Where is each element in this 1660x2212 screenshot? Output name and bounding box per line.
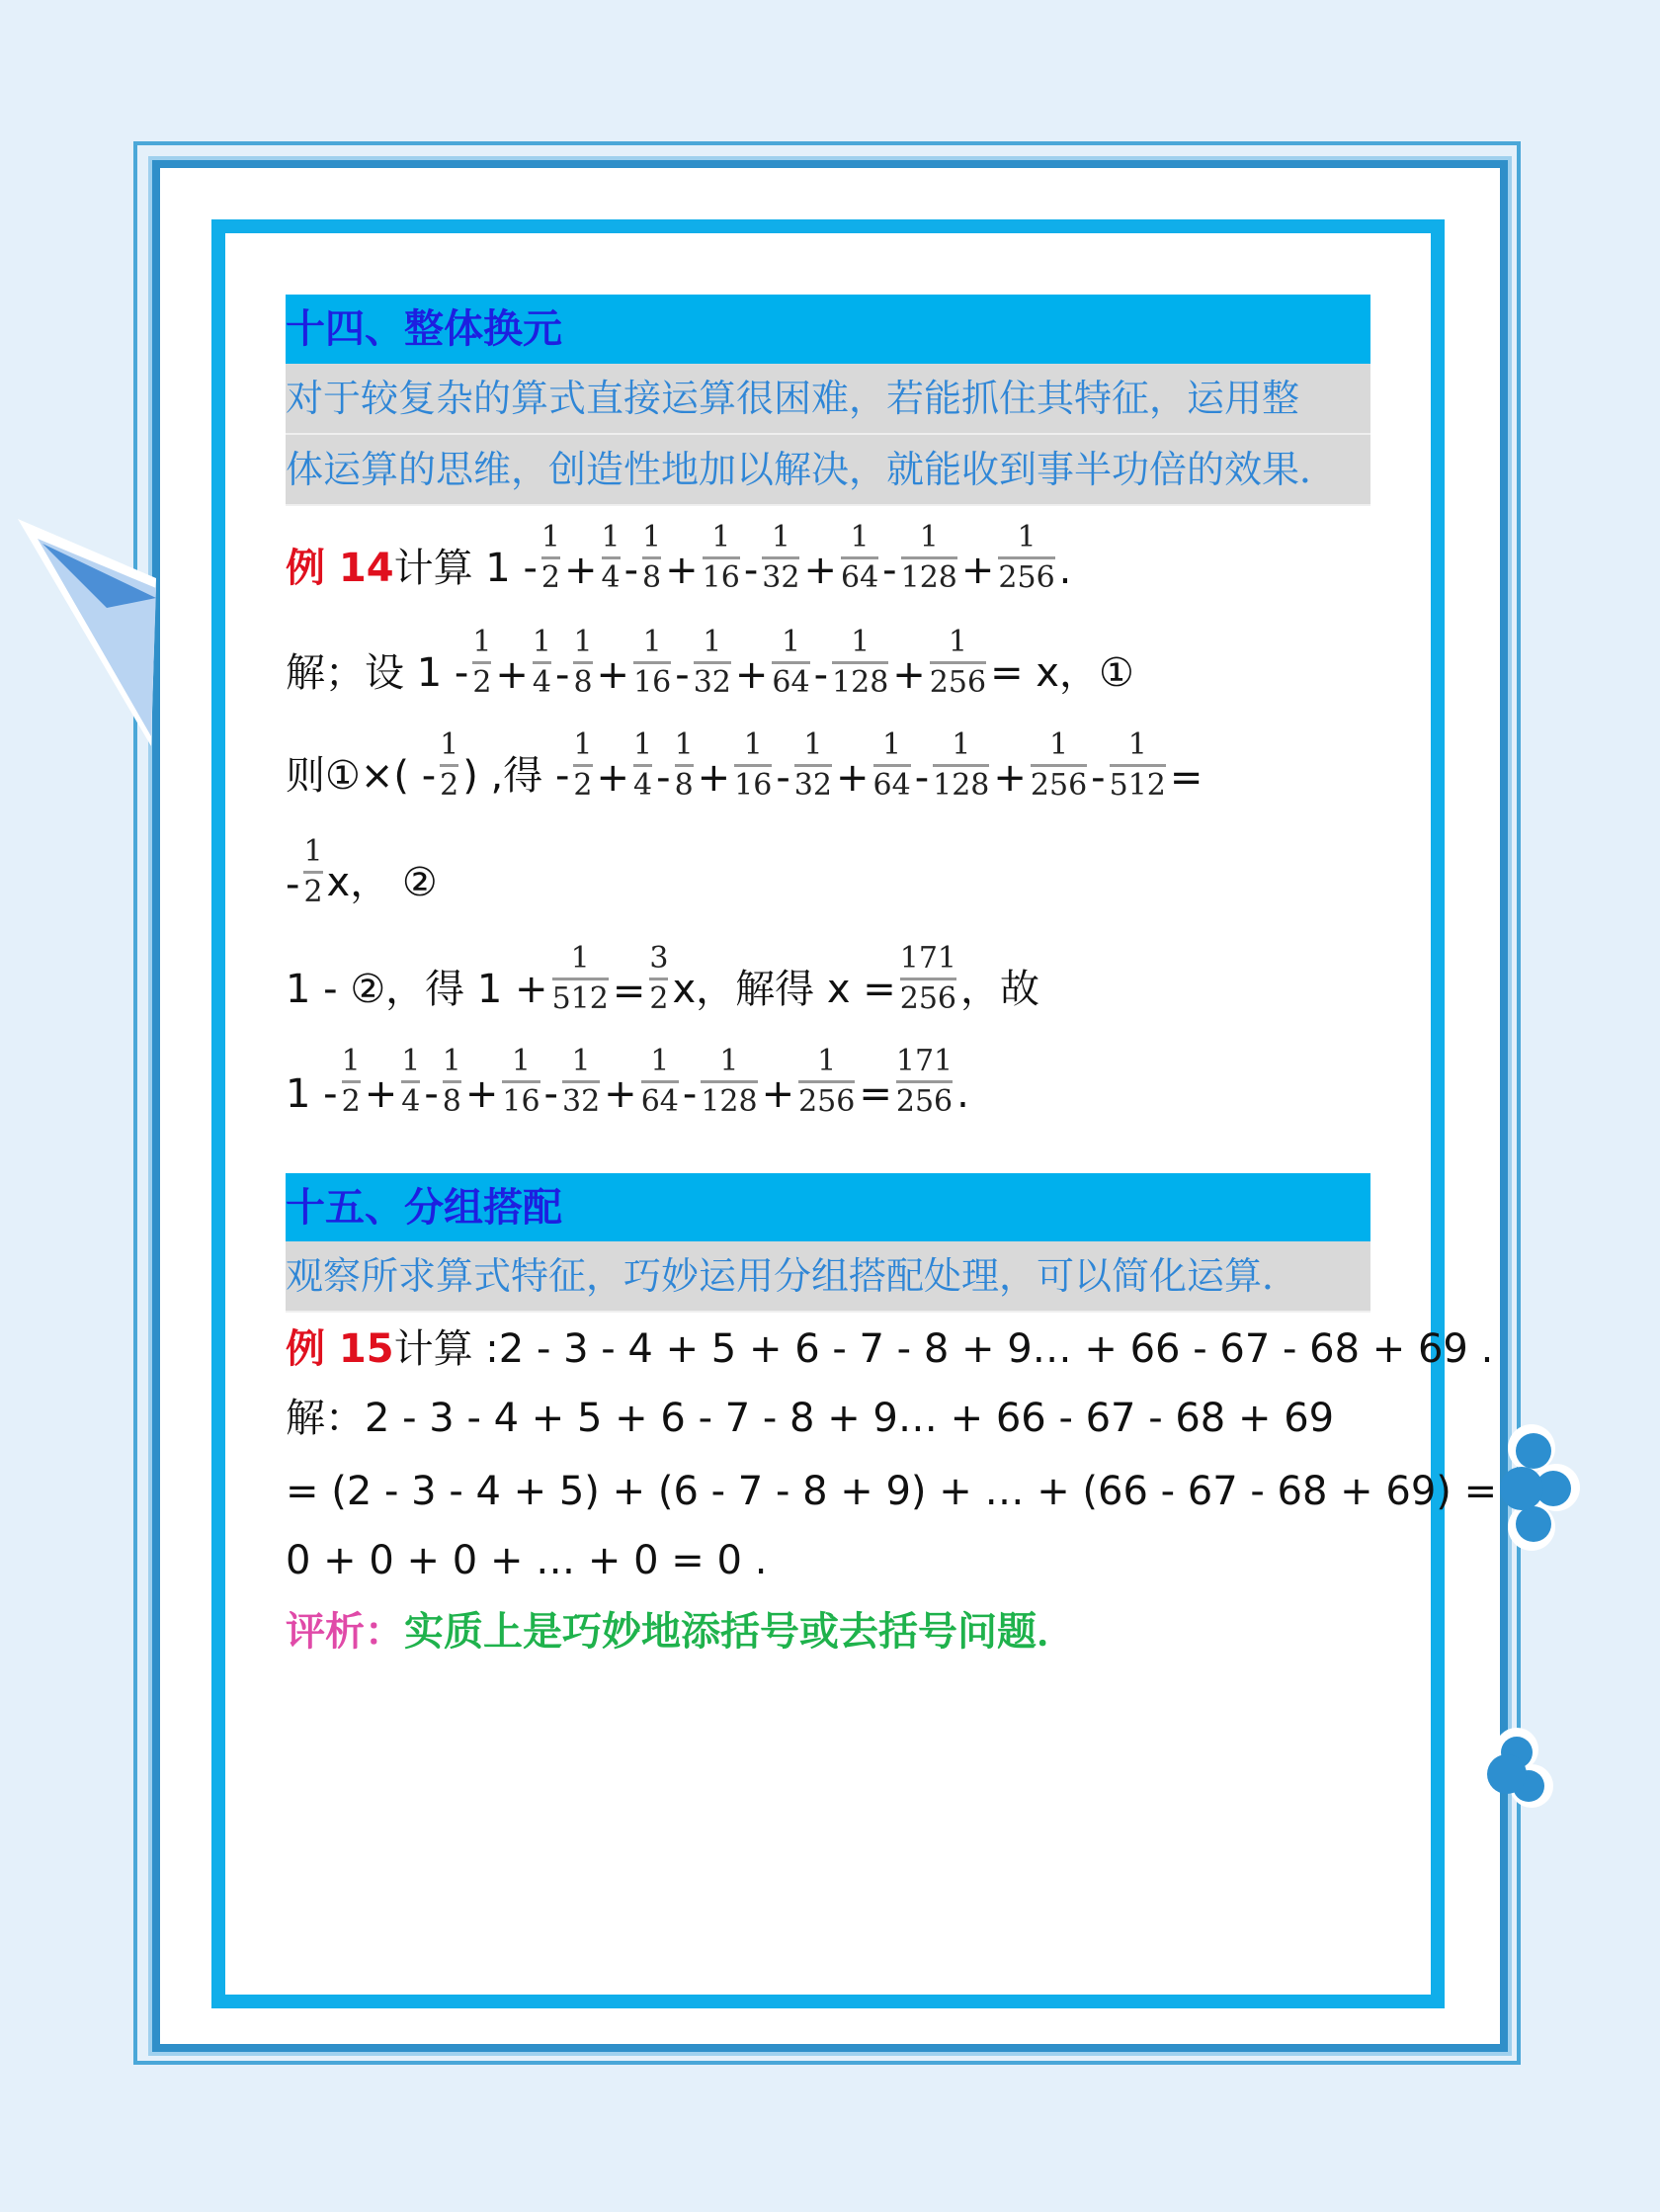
fraction-bar xyxy=(562,1080,600,1083)
denominator: 2 xyxy=(649,981,669,1016)
math-text: - xyxy=(656,755,671,801)
math-text: - xyxy=(813,652,829,698)
math-text: x， ② xyxy=(326,860,438,905)
fraction-bar xyxy=(896,1080,953,1083)
math-text: = xyxy=(612,969,646,1014)
numerator: 1 xyxy=(771,520,790,554)
numerator: 1 xyxy=(719,1044,739,1078)
numerator: 1 xyxy=(601,520,621,554)
denominator: 2 xyxy=(440,768,459,803)
fraction xyxy=(675,728,694,803)
fraction xyxy=(342,1045,361,1119)
fraction-bar xyxy=(502,1080,540,1083)
fraction xyxy=(602,521,621,595)
denominator: 256 xyxy=(895,1084,954,1119)
fraction-bar xyxy=(472,661,491,664)
denominator: 2 xyxy=(540,560,560,595)
math-line xyxy=(286,801,438,909)
math-text: + xyxy=(734,652,769,698)
math-text: 则①×( - xyxy=(286,753,437,799)
fraction-bar xyxy=(573,661,592,664)
math-text: - xyxy=(424,1071,439,1117)
math-text: 计算 :2 - 3 - 4 + 5 + 6 - 7 - 8 + 9… + 66 - 67 - 68 + 69 . xyxy=(393,1326,1494,1372)
fraction xyxy=(472,626,491,700)
math-text: = x，① xyxy=(990,650,1134,696)
fraction xyxy=(443,1045,461,1119)
math-line xyxy=(286,591,1134,700)
numerator: 1 xyxy=(743,727,763,762)
numerator: 1 xyxy=(850,520,870,554)
numerator: 1 xyxy=(919,520,939,554)
section-14-description xyxy=(286,364,1370,506)
numerator: 1 xyxy=(570,941,590,976)
math-text: - xyxy=(543,1071,558,1117)
math-text: 解；设 1 - xyxy=(286,650,469,696)
math-text: + xyxy=(604,1071,637,1117)
numerator: 1 xyxy=(781,625,801,659)
fraction xyxy=(798,1045,855,1119)
fraction-bar xyxy=(703,556,740,559)
fraction xyxy=(694,626,731,700)
flower-icon xyxy=(1487,1725,1556,1833)
fraction xyxy=(401,1045,420,1119)
math-text: - xyxy=(914,755,930,801)
fraction xyxy=(896,1045,953,1119)
fraction xyxy=(1110,728,1166,803)
math-text: 1 - xyxy=(286,1071,338,1117)
math-text: + xyxy=(596,755,630,801)
fraction xyxy=(734,728,772,803)
denominator: 128 xyxy=(832,665,889,700)
fraction xyxy=(772,626,809,700)
denominator: 4 xyxy=(401,1084,421,1119)
fraction xyxy=(641,1045,679,1119)
denominator: 512 xyxy=(551,981,609,1016)
denominator: 512 xyxy=(1109,768,1166,803)
fraction-bar xyxy=(541,556,560,559)
math-line xyxy=(286,1550,1076,1659)
fraction xyxy=(841,521,878,595)
denominator: 128 xyxy=(701,1084,758,1119)
comment-text: 实质上是巧妙地添括号或去括号问题． xyxy=(404,1609,1076,1655)
fraction-bar xyxy=(633,661,671,664)
fraction xyxy=(303,835,322,909)
fraction xyxy=(933,728,989,803)
math-line xyxy=(286,694,1203,803)
fraction xyxy=(873,728,911,803)
fraction-bar xyxy=(573,764,592,767)
denominator: 64 xyxy=(840,560,879,595)
denominator: 2 xyxy=(303,875,323,909)
description-line: 对于较复杂的算式直接运算很困难，若能抓住其特征，运用整 xyxy=(286,364,1370,435)
denominator: 8 xyxy=(642,560,662,595)
denominator: 8 xyxy=(573,665,593,700)
numerator: 1 xyxy=(650,1044,670,1078)
numerator: 1 xyxy=(1127,727,1147,762)
numerator: 1 xyxy=(573,727,593,762)
fraction-bar xyxy=(440,764,458,767)
fraction xyxy=(573,626,592,700)
denominator: 256 xyxy=(929,665,987,700)
math-text: - xyxy=(776,755,790,801)
math-text: - xyxy=(286,862,300,907)
fraction-bar xyxy=(401,1080,420,1083)
fraction xyxy=(762,521,799,595)
numerator: 1 xyxy=(851,625,871,659)
fraction-bar xyxy=(873,764,911,767)
numerator: 1 xyxy=(511,1044,531,1078)
numerator: 1 xyxy=(540,520,560,554)
numerator: 171 xyxy=(895,1044,954,1078)
math-text: + xyxy=(803,548,837,593)
denominator: 2 xyxy=(341,1084,361,1119)
math-text: - xyxy=(555,652,570,698)
fraction-bar xyxy=(633,764,652,767)
numerator: 1 xyxy=(882,727,902,762)
fraction xyxy=(930,626,986,700)
math-text: + xyxy=(993,755,1027,801)
numerator: 1 xyxy=(341,1044,361,1078)
denominator: 4 xyxy=(601,560,621,595)
fraction xyxy=(440,728,458,803)
numerator: 1 xyxy=(633,727,653,762)
fraction-bar xyxy=(675,764,694,767)
math-text: - xyxy=(623,548,639,593)
math-text: - xyxy=(675,652,690,698)
math-text: - xyxy=(1091,755,1106,801)
fraction-bar xyxy=(552,978,609,980)
math-text: 计算 1 - xyxy=(393,546,538,591)
denominator: 64 xyxy=(772,665,810,700)
fraction-bar xyxy=(443,1080,461,1083)
math-text: = xyxy=(859,1071,892,1117)
denominator: 64 xyxy=(872,768,911,803)
comment-label: 评析： xyxy=(286,1609,404,1655)
fraction xyxy=(541,521,560,595)
fraction-bar xyxy=(734,764,772,767)
denominator: 16 xyxy=(702,560,740,595)
fraction-bar xyxy=(694,661,731,664)
fraction-bar xyxy=(533,661,551,664)
denominator: 64 xyxy=(640,1084,679,1119)
fraction-bar xyxy=(342,1080,361,1083)
denominator: 32 xyxy=(561,1084,601,1119)
math-text: 0 + 0 + 0 + … + 0 = 0 . xyxy=(286,1538,768,1583)
fraction xyxy=(1031,728,1087,803)
fraction-bar xyxy=(832,661,888,664)
math-text: + xyxy=(835,755,870,801)
math-text: ，故 xyxy=(960,967,1040,1012)
fraction-bar xyxy=(930,661,986,664)
numerator: 1 xyxy=(1017,520,1037,554)
numerator: 1 xyxy=(803,727,823,762)
fraction-bar xyxy=(794,764,832,767)
denominator: 16 xyxy=(633,665,672,700)
denominator: 256 xyxy=(1030,768,1088,803)
fraction xyxy=(701,1045,757,1119)
denominator: 2 xyxy=(472,665,492,700)
section-15-title: 十五、分组搭配 xyxy=(286,1173,1370,1242)
example-label: 例 14 xyxy=(286,546,394,591)
math-text: - xyxy=(882,548,897,593)
numerator: 1 xyxy=(442,1044,461,1078)
fraction xyxy=(552,942,609,1016)
numerator: 1 xyxy=(674,727,694,762)
denominator: 256 xyxy=(798,1084,856,1119)
fraction-bar xyxy=(303,871,322,874)
paper-plane-icon xyxy=(18,509,166,756)
numerator: 1 xyxy=(401,1044,421,1078)
numerator: 1 xyxy=(1048,727,1069,762)
math-text: = xyxy=(1169,755,1204,801)
numerator: 3 xyxy=(649,941,669,976)
fraction xyxy=(900,942,956,1016)
fraction-bar xyxy=(772,661,809,664)
denominator: 32 xyxy=(762,560,800,595)
fraction-bar xyxy=(602,556,621,559)
fraction xyxy=(573,728,592,803)
denominator: 16 xyxy=(502,1084,540,1119)
numerator: 1 xyxy=(532,625,552,659)
math-text: x，解得 x = xyxy=(672,967,896,1012)
math-text: + xyxy=(892,652,926,698)
math-text: + xyxy=(364,1071,398,1117)
fraction-bar xyxy=(933,764,989,767)
math-text: + xyxy=(495,652,529,698)
math-text: 1 - ②，得 1 + xyxy=(286,967,548,1012)
math-text: + xyxy=(464,1071,499,1117)
fraction-bar xyxy=(701,1080,757,1083)
math-text: + xyxy=(665,548,699,593)
fraction xyxy=(633,728,652,803)
math-line xyxy=(286,486,1071,595)
numerator: 1 xyxy=(711,520,731,554)
math-text: + xyxy=(596,652,630,698)
denominator: 256 xyxy=(998,560,1055,595)
numerator: 171 xyxy=(899,941,957,976)
fraction xyxy=(562,1045,600,1119)
fraction-bar xyxy=(1110,764,1166,767)
numerator: 1 xyxy=(642,520,662,554)
fraction xyxy=(998,521,1054,595)
numerator: 1 xyxy=(703,625,722,659)
denominator: 16 xyxy=(734,768,773,803)
math-text: + xyxy=(564,548,598,593)
description-line: 观察所求算式特征，巧妙运用分组搭配处理，可以简化运算． xyxy=(286,1241,1370,1313)
numerator: 1 xyxy=(642,625,662,659)
description-line: 体运算的思维，创造性地加以解决，就能收到事半功倍的效果． xyxy=(286,435,1370,506)
fraction-bar xyxy=(649,978,668,980)
denominator: 32 xyxy=(693,665,731,700)
fraction xyxy=(901,521,957,595)
denominator: 8 xyxy=(442,1084,461,1119)
fraction-bar xyxy=(762,556,799,559)
math-line xyxy=(286,907,1039,1016)
fraction-bar xyxy=(841,556,878,559)
denominator: 4 xyxy=(532,665,552,700)
fraction-bar xyxy=(998,556,1054,559)
fraction-bar xyxy=(641,1080,679,1083)
math-text: - xyxy=(682,1071,698,1117)
numerator: 1 xyxy=(948,625,967,659)
math-text: + xyxy=(960,548,995,593)
numerator: 1 xyxy=(472,625,492,659)
fraction-bar xyxy=(798,1080,855,1083)
fraction-bar xyxy=(901,556,957,559)
example-label: 例 15 xyxy=(286,1326,394,1372)
math-text: - xyxy=(743,548,759,593)
fraction xyxy=(633,626,671,700)
numerator: 1 xyxy=(303,834,323,869)
section-14-title: 十四、整体换元 xyxy=(286,295,1370,364)
math-text: ) ,得 - xyxy=(462,753,570,799)
math-text: = (2 - 3 - 4 + 5) + (6 - 7 - 8 + 9) + … + (66 - 67 - 68 + 69) = xyxy=(286,1469,1498,1514)
fraction-bar xyxy=(900,978,956,980)
denominator: 128 xyxy=(900,560,957,595)
numerator: 1 xyxy=(573,625,593,659)
fraction xyxy=(533,626,551,700)
fraction-bar xyxy=(1031,764,1087,767)
math-text: + xyxy=(697,755,731,801)
fraction xyxy=(832,626,888,700)
denominator: 32 xyxy=(793,768,832,803)
denominator: 256 xyxy=(899,981,957,1016)
denominator: 2 xyxy=(573,768,593,803)
math-text: + xyxy=(761,1071,795,1117)
numerator: 1 xyxy=(571,1044,591,1078)
math-line xyxy=(286,1010,969,1119)
math-text: . xyxy=(1058,548,1072,593)
fraction xyxy=(649,942,668,1016)
fraction xyxy=(642,521,661,595)
numerator: 1 xyxy=(817,1044,837,1078)
math-text: . xyxy=(956,1071,969,1117)
denominator: 8 xyxy=(674,768,694,803)
fraction-bar xyxy=(642,556,661,559)
denominator: 128 xyxy=(933,768,990,803)
fraction xyxy=(703,521,740,595)
math-text: 解：2 - 3 - 4 + 5 + 6 - 7 - 8 + 9… + 66 - 67 - 68 + 69 xyxy=(286,1396,1335,1441)
numerator: 1 xyxy=(952,727,971,762)
denominator: 4 xyxy=(633,768,653,803)
fraction xyxy=(502,1045,540,1119)
fraction xyxy=(794,728,832,803)
numerator: 1 xyxy=(440,727,459,762)
